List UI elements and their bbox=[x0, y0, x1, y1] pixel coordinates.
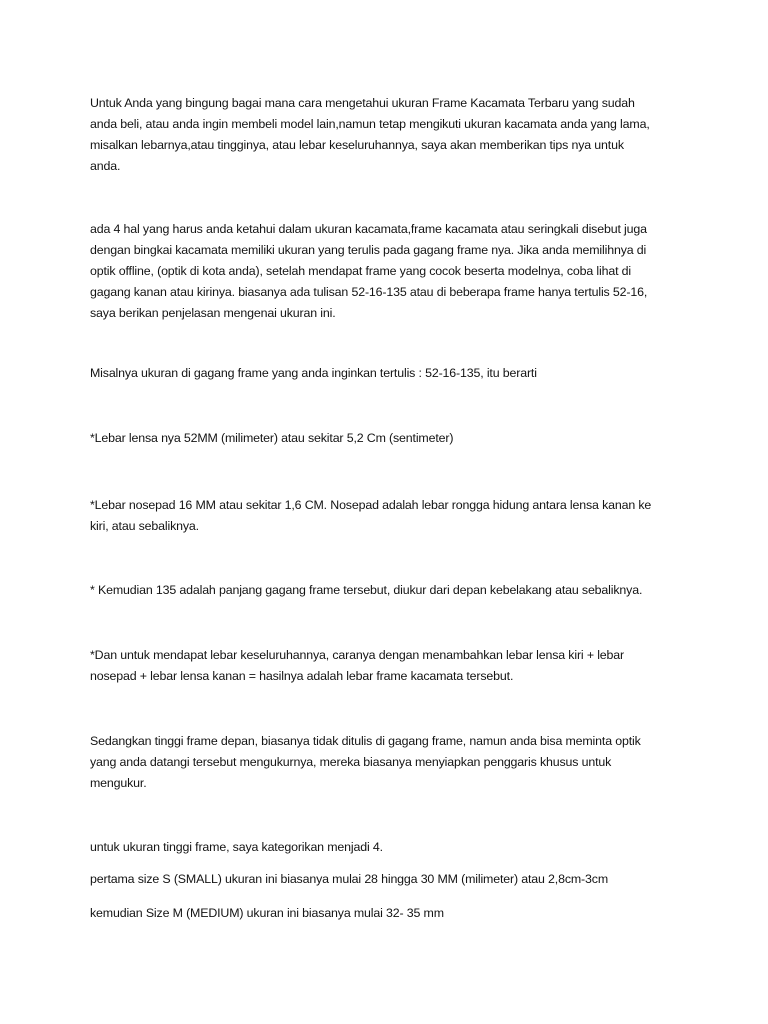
paragraph-four-things bbox=[90, 219, 690, 324]
text-line: nosepad + lebar lensa kanan = hasilnya adalah lebar frame kacamata tersebut. bbox=[90, 669, 514, 683]
text-line: kiri, atau sebaliknya. bbox=[90, 519, 199, 533]
text-line: *Lebar lensa nya 52MM (milimeter) atau sekitar 5,2 Cm (sentimeter) bbox=[90, 431, 454, 445]
paragraph-total-width bbox=[90, 645, 690, 687]
text-line: pertama size S (SMALL) ukuran ini biasanya mulai 28 hingga 30 MM (milimeter) atau 2,8cm-3cm bbox=[90, 872, 608, 886]
text-line: untuk ukuran tinggi frame, saya kategorikan menjadi 4. bbox=[90, 840, 383, 854]
paragraph-height-categories bbox=[90, 837, 690, 858]
text-line: gagang kanan atau kirinya. biasanya ada tulisan 52-16-135 atau di beberapa frame hanya tertulis 52-16, bbox=[90, 285, 648, 299]
text-line: Sedangkan tinggi frame depan, biasanya tidak ditulis di gagang frame, namun anda bisa meminta optik bbox=[90, 734, 641, 748]
text-line: Misalnya ukuran di gagang frame yang anda inginkan tertulis : 52-16-135, itu berarti bbox=[90, 366, 537, 380]
text-line: * Kemudian 135 adalah panjang gagang frame tersebut, diukur dari depan kebelakang atau sebaliknya. bbox=[90, 583, 643, 597]
text-line: *Lebar nosepad 16 MM atau sekitar 1,6 CM. Nosepad adalah lebar rongga hidung antara lensa kanan ke bbox=[90, 498, 652, 512]
paragraph-lens-width bbox=[90, 428, 690, 449]
text-line: kemudian Size M (MEDIUM) ukuran ini biasanya mulai 32- 35 mm bbox=[90, 906, 444, 920]
text-line: mengukur. bbox=[90, 776, 147, 790]
text-line: *Dan untuk mendapat lebar keseluruhannya, caranya dengan menambahkan lebar lensa kiri + lebar bbox=[90, 648, 624, 662]
text-line: Untuk Anda yang bingung bagai mana cara mengetahui ukuran Frame Kacamata Terbaru yang sudah bbox=[90, 96, 635, 110]
text-line: optik offline, (optik di kota anda), setelah mendapat frame yang cocok beserta modelnya, coba lihat di bbox=[90, 264, 632, 278]
text-line: anda beli, atau anda ingin membeli model lain,namun tetap mengikuti ukuran kacamata anda yang lama, bbox=[90, 117, 650, 131]
text-line: saya berikan penjelasan mengenai ukuran ini. bbox=[90, 306, 336, 320]
paragraph-intro bbox=[90, 93, 690, 177]
text-line: ada 4 hal yang harus anda ketahui dalam ukuran kacamata,frame kacamata atau seringkali disebut juga bbox=[90, 222, 647, 236]
paragraph-frame-height bbox=[90, 731, 690, 794]
text-line: dengan bingkai kacamata memiliki ukuran yang terulis pada gagang frame nya. Jika anda memilihnya di bbox=[90, 243, 647, 257]
text-line: anda. bbox=[90, 159, 121, 173]
paragraph-size-small bbox=[90, 869, 690, 890]
text-line: misalkan lebarnya,atau tingginya, atau lebar keseluruhannya, saya akan memberikan tips nya untuk bbox=[90, 138, 624, 152]
paragraph-nosepad bbox=[90, 495, 690, 537]
paragraph-example bbox=[90, 363, 690, 384]
paragraph-size-medium bbox=[90, 903, 690, 924]
paragraph-temple-length bbox=[90, 580, 690, 601]
text-line: yang anda datangi tersebut mengukurnya, mereka biasanya menyiapkan penggaris khusus untuk bbox=[90, 755, 612, 769]
